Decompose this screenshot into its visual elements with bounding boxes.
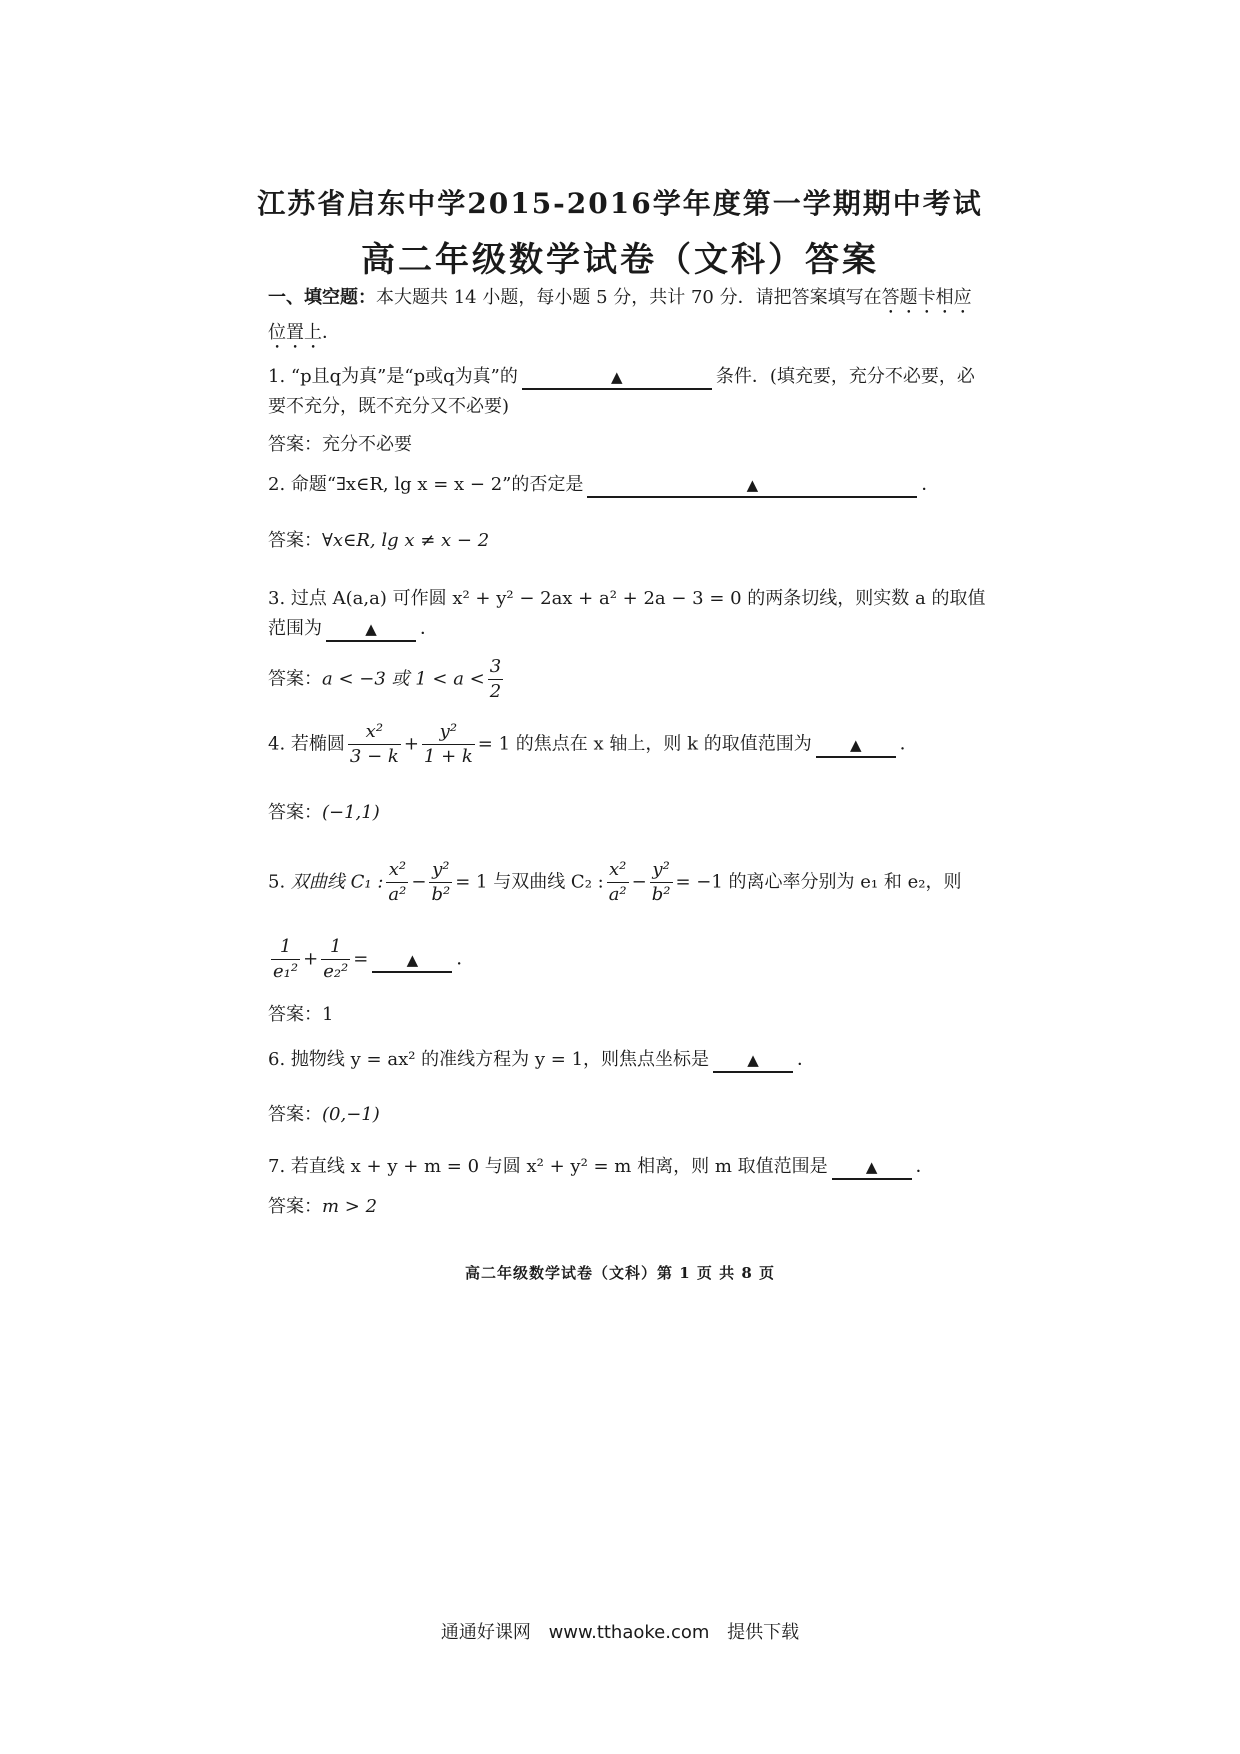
fraction-y-over-b: [429, 858, 452, 907]
section-label: 一、填空题：: [268, 287, 376, 308]
fraction-y: [422, 720, 475, 769]
fraction-denominator: 1 + k: [423, 746, 473, 767]
question-5-continued: [268, 935, 988, 984]
answer-label: 答案：: [268, 434, 322, 455]
triangle-marker-icon: ▲: [865, 1158, 878, 1176]
answer-label: 答案：: [268, 668, 322, 690]
question-number: 2.: [268, 474, 286, 495]
answer-value: (0,−1): [322, 1104, 380, 1125]
watermark-url: www.tthaoke.com: [548, 1622, 710, 1643]
question-text-end: ．: [921, 474, 940, 495]
question-text-end: ．: [899, 733, 918, 755]
question-text: 若椭圆: [290, 733, 345, 755]
answer-blank: [522, 366, 712, 390]
fraction-denominator: a²: [608, 884, 627, 905]
question-text: 命题“∃x∈R, lg x = x − 2”的否定是: [290, 474, 584, 495]
answer-blank: [713, 1049, 793, 1073]
plus-sign: +: [403, 733, 419, 755]
watermark: [0, 1618, 1240, 1644]
answer-value: a < −3 或 1 < a <: [322, 668, 485, 690]
answer-value: (−1,1): [322, 802, 380, 823]
triangle-marker-icon: ▲: [747, 1051, 759, 1069]
question-text: 双曲线 C₁ :: [290, 871, 384, 893]
question-number: 6.: [268, 1049, 286, 1070]
fraction-numerator: y²: [422, 720, 475, 745]
question-number: 3.: [268, 588, 286, 609]
question-text: 若直线 x + y + m = 0 与圆 x² + y² = m 相离，则 m 取值范围是: [290, 1156, 828, 1177]
exam-subtitle: 高二年级数学试卷（文科）答案: [361, 240, 879, 280]
fraction-denominator: a²: [388, 884, 407, 905]
fraction-x-over-a-2: [607, 858, 629, 907]
question-2: [268, 470, 988, 500]
watermark-tail: 提供下载: [727, 1622, 800, 1643]
answer-label: 答案：: [268, 530, 322, 551]
question-text: “p且q为真”是“p或q为真”的: [290, 366, 518, 387]
section-desc-emphasis: 答题卡相应位置上: [268, 287, 972, 343]
minus-sign: −: [411, 871, 427, 893]
answer-value: m > 2: [322, 1196, 378, 1217]
answer-blank: [326, 618, 416, 642]
question-text-end: ．: [456, 948, 475, 970]
question-text-mid2: = −1 的离心率分别为 e₁ 和 e₂，则: [675, 871, 962, 893]
question-text-end: ．: [915, 1156, 934, 1177]
fraction-denominator: 2: [489, 681, 502, 702]
question-text: 抛物线 y = ax² 的准线方程为 y = 1，则焦点坐标是: [290, 1049, 710, 1070]
question-number: 7.: [268, 1156, 286, 1177]
question-5: [268, 858, 988, 907]
answer-7: [268, 1192, 988, 1222]
question-number: 5.: [268, 871, 286, 893]
answer-value: 1: [322, 1004, 334, 1025]
fraction-numerator: 1: [321, 935, 350, 960]
answer-label: 答案：: [268, 1104, 322, 1125]
page-footer: 高二年级数学试卷（文科）第 1 页 共 8 页: [465, 1264, 775, 1282]
answer-fraction: [488, 655, 503, 704]
fraction-numerator: 3: [488, 655, 503, 680]
triangle-marker-icon: ▲: [611, 368, 623, 386]
answer-3: [268, 655, 988, 704]
fraction-y-over-b-2: [650, 858, 673, 907]
fraction-denominator: e₂²: [323, 961, 349, 982]
equals-sign: =: [353, 948, 369, 970]
fraction-numerator: y²: [429, 858, 452, 883]
plus-sign: +: [303, 948, 319, 970]
question-number: 4.: [268, 733, 286, 755]
question-text-mid: = 1 的焦点在 x 轴上，则 k 的取值范围为: [477, 733, 812, 755]
fraction-denominator: e₁²: [273, 961, 299, 982]
fraction-denominator: b²: [651, 884, 671, 905]
fraction-x-over-a: [386, 858, 408, 907]
section-heading: [268, 283, 988, 353]
answer-label: 答案：: [268, 802, 322, 823]
question-text: 过点 A(a,a) 可作圆 x² + y² − 2ax + a² + 2a − 3 = 0 的两条切线，则实数 a 的取值范围为: [268, 588, 986, 639]
fraction-x: [348, 720, 401, 769]
fraction-one-over-e1: [271, 935, 300, 984]
question-text-end: 条件．(填充要，充分不必要，必要不充分，既不充分又不必要): [268, 366, 975, 417]
fraction-numerator: x²: [348, 720, 401, 745]
triangle-marker-icon: ▲: [849, 735, 862, 754]
answer-blank: [372, 949, 452, 973]
fraction-denominator: b²: [431, 884, 451, 905]
question-3: [268, 584, 988, 644]
fraction-numerator: x²: [607, 858, 629, 883]
question-6: [268, 1045, 988, 1075]
triangle-marker-icon: ▲: [365, 620, 377, 638]
fraction-numerator: y²: [650, 858, 673, 883]
answer-value: ∀x∈R, lg x ≠ x − 2: [322, 530, 490, 551]
minus-sign: −: [631, 871, 647, 893]
answer-5: [268, 1000, 988, 1030]
fraction-numerator: 1: [271, 935, 300, 960]
answer-blank: [816, 734, 896, 758]
answer-2: [268, 526, 988, 556]
question-text-end: ．: [420, 618, 438, 639]
fraction-denominator: 3 − k: [349, 746, 399, 767]
question-7: [268, 1152, 988, 1182]
answer-label: 答案：: [268, 1004, 322, 1025]
answer-blank: [587, 474, 917, 498]
question-text-mid: = 1 与双曲线 C₂ :: [455, 871, 604, 893]
answer-1: [268, 430, 988, 460]
answer-4: [268, 798, 988, 828]
question-4: [268, 720, 988, 769]
watermark-site: 通通好课网: [440, 1622, 531, 1643]
triangle-marker-icon: ▲: [746, 476, 759, 494]
exam-title: 江苏省启东中学2015-2016学年度第一学期期中考试: [257, 187, 983, 220]
triangle-marker-icon: ▲: [406, 950, 419, 969]
question-1: [268, 362, 988, 422]
section-desc-end: ．: [322, 322, 340, 343]
answer-label: 答案：: [268, 1196, 322, 1217]
section-desc: 本大题共 14 小题，每小题 5 分，共计 70 分．请把答案填写在: [376, 287, 882, 308]
answer-value: 充分不必要: [322, 434, 412, 455]
fraction-one-over-e2: [321, 935, 350, 984]
question-text-end: ．: [797, 1049, 816, 1070]
fraction-numerator: x²: [386, 858, 408, 883]
answer-blank: [832, 1156, 912, 1180]
question-number: 1.: [268, 366, 286, 387]
answer-6: [268, 1100, 988, 1130]
